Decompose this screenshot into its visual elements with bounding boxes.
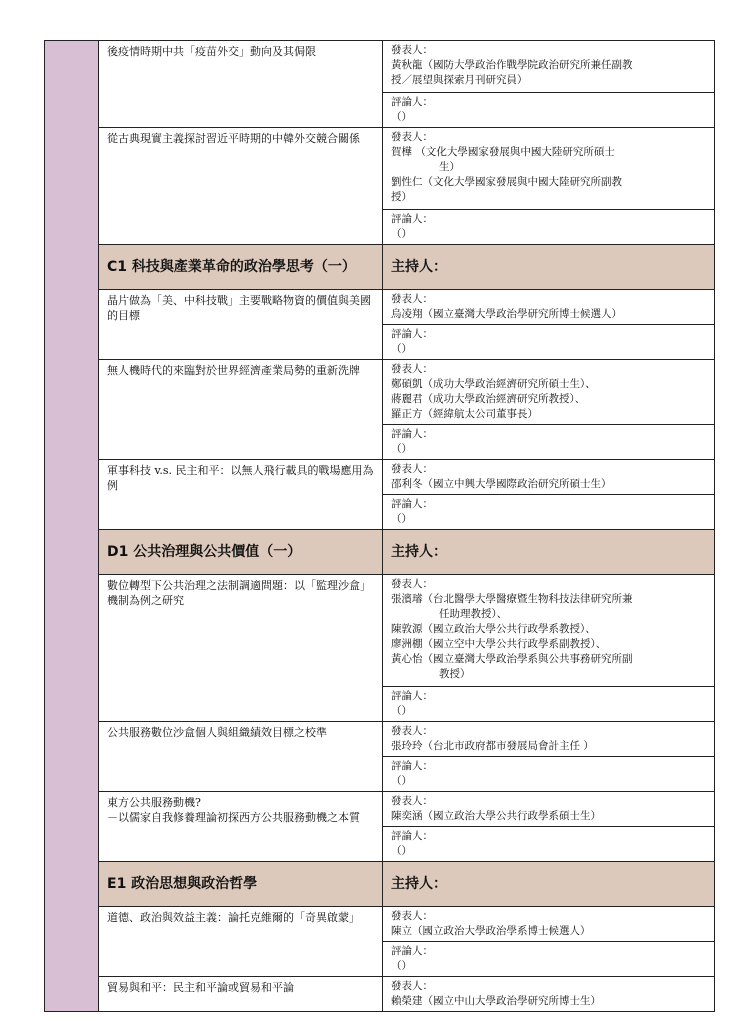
presenter-cell bbox=[383, 290, 715, 325]
presenter-line: 賴榮建（國立中山大學政治學研究所博士生） bbox=[391, 995, 601, 1007]
session-header-row bbox=[45, 245, 715, 290]
presenter-cell bbox=[383, 41, 715, 93]
reviewer-value: （） bbox=[391, 443, 412, 455]
session-side-column bbox=[45, 41, 99, 1012]
presenter-line: 鄭碩凱（成功大學政治經濟研究所碩士生）、 bbox=[391, 378, 596, 390]
paper-row bbox=[45, 722, 715, 757]
presenter-label: 發表人： bbox=[391, 131, 433, 143]
presenter-line: 張玲玲（台北市政府都市發展局會計主任 ） bbox=[391, 740, 594, 752]
session-host-label: 主持人： bbox=[383, 862, 715, 907]
reviewer-cell bbox=[383, 827, 715, 862]
presenter-label: 發表人： bbox=[391, 980, 433, 992]
paper-title: 數位轉型下公共治理之法制調適問題：以「監理沙盒」機制為例之研究 bbox=[99, 575, 383, 722]
agenda-table bbox=[44, 40, 715, 1012]
paper-row bbox=[45, 290, 715, 325]
presenter-label: 發表人： bbox=[391, 363, 433, 375]
session-host-label: 主持人： bbox=[383, 530, 715, 575]
presenter-cell bbox=[383, 907, 715, 942]
reviewer-value: （） bbox=[391, 343, 412, 355]
paper-row bbox=[45, 41, 715, 93]
reviewer-cell bbox=[383, 325, 715, 360]
reviewer-cell bbox=[383, 425, 715, 460]
presenter-label: 發表人： bbox=[391, 795, 433, 807]
reviewer-value: （） bbox=[391, 960, 412, 972]
reviewer-cell bbox=[383, 93, 715, 128]
paper-title: 道德、政治與效益主義：論托克維爾的「奇異啟蒙」 bbox=[99, 907, 383, 977]
paper-row bbox=[45, 575, 715, 687]
paper-row bbox=[45, 460, 715, 495]
reviewer-label: 評論人： bbox=[391, 428, 433, 440]
reviewer-value: （） bbox=[391, 775, 412, 787]
reviewer-value: （） bbox=[391, 705, 412, 717]
presenter-label: 發表人： bbox=[391, 578, 433, 590]
presenter-label: 發表人： bbox=[391, 463, 433, 475]
presenter-cell bbox=[383, 360, 715, 425]
reviewer-label: 評論人： bbox=[391, 830, 433, 842]
session-title: C1 科技與產業革命的政治學思考（一） bbox=[99, 245, 383, 290]
presenter-line: 蔣麗君（成功大學政治經濟研究所教授）、 bbox=[391, 393, 586, 405]
presenter-cell bbox=[383, 128, 715, 210]
presenter-label: 發表人： bbox=[391, 293, 433, 305]
reviewer-value: （） bbox=[391, 111, 412, 123]
presenter-line: 授） bbox=[391, 191, 412, 203]
reviewer-label: 評論人： bbox=[391, 96, 433, 108]
paper-title: 後疫情時期中共「疫苗外交」動向及其侷限 bbox=[99, 41, 383, 128]
reviewer-value: （） bbox=[391, 845, 412, 857]
presenter-line: 劉性仁（文化大學國家發展與中國大陸研究所副教 bbox=[391, 176, 622, 188]
reviewer-cell bbox=[383, 687, 715, 722]
presenter-line: 羅正方（經緯航太公司董事長） bbox=[391, 408, 538, 420]
reviewer-label: 評論人： bbox=[391, 760, 433, 772]
presenter-line: 生） bbox=[439, 161, 460, 173]
reviewer-label: 評論人： bbox=[391, 213, 433, 225]
paper-title: 從古典現實主義探討習近平時期的中韓外交競合關係 bbox=[99, 128, 383, 245]
reviewer-cell bbox=[383, 757, 715, 792]
presenter-cell bbox=[383, 460, 715, 495]
reviewer-value: （） bbox=[391, 228, 412, 240]
session-title: E1 政治思想與政治哲學 bbox=[99, 862, 383, 907]
presenter-line: 黃秋龍（國防大學政治作戰學院政治研究所兼任副教 bbox=[391, 59, 633, 71]
presenter-line: 陳立（國立政治大學政治學系博士候選人） bbox=[391, 925, 591, 937]
paper-title: 貿易與和平：民主和平論或貿易和平論 bbox=[99, 977, 383, 1012]
presenter-line: 任助理教授）、 bbox=[439, 608, 508, 620]
session-title: D1 公共治理與公共價值（一） bbox=[99, 530, 383, 575]
reviewer-cell bbox=[383, 210, 715, 245]
paper-subtitle: －以儒家自我修養理論初探西方公共服務動機之本質 bbox=[107, 811, 360, 824]
paper-row bbox=[45, 128, 715, 210]
paper-row bbox=[45, 977, 715, 1012]
presenter-line: 陳敦源（國立政治大學公共行政學系教授）、 bbox=[391, 623, 596, 635]
reviewer-label: 評論人： bbox=[391, 690, 433, 702]
paper-row bbox=[45, 360, 715, 425]
presenter-line: 黃心怡（國立臺灣大學政治學系與公共事務研究所副 bbox=[391, 653, 633, 665]
presenter-line: 烏凌翔（國立臺灣大學政治學研究所博士候選人） bbox=[391, 308, 622, 320]
session-header-row bbox=[45, 862, 715, 907]
reviewer-cell bbox=[383, 495, 715, 530]
presenter-line: 賀樺 （文化大學國家發展與中國大陸研究所碩士 bbox=[391, 146, 615, 158]
presenter-label: 發表人： bbox=[391, 725, 433, 737]
presenter-line: 邵利冬（國立中興大學國際政治研究所碩士生） bbox=[391, 478, 612, 490]
paper-row bbox=[45, 907, 715, 942]
session-header-row bbox=[45, 530, 715, 575]
presenter-line: 張濱璿（台北醫學大學醫療暨生物科技法律研究所兼 bbox=[391, 593, 633, 605]
paper-title: 公共服務數位沙盒個人與組織績效目標之校準 bbox=[99, 722, 383, 792]
reviewer-label: 評論人： bbox=[391, 328, 433, 340]
presenter-line: 廖洲棚（國立空中大學公共行政學系副教授）、 bbox=[391, 638, 607, 650]
presenter-cell bbox=[383, 792, 715, 827]
presenter-label: 發表人： bbox=[391, 44, 433, 56]
paper-title: 晶片做為「美、中科技戰」主要戰略物資的價值與美國的目標 bbox=[99, 290, 383, 360]
presenter-cell bbox=[383, 722, 715, 757]
reviewer-label: 評論人： bbox=[391, 945, 433, 957]
session-host-label: 主持人： bbox=[383, 245, 715, 290]
presenter-cell bbox=[383, 575, 715, 687]
paper-title: 東方公共服務動機? bbox=[107, 796, 201, 809]
paper-row bbox=[45, 792, 715, 827]
agenda-document bbox=[44, 40, 714, 1012]
presenter-line: 陳奕涵（國立政治大學公共行政學系碩士生） bbox=[391, 810, 601, 822]
paper-title: 軍事科技 v.s. 民主和平：以無人飛行載具的戰場應用為例 bbox=[99, 460, 383, 530]
reviewer-value: （） bbox=[391, 513, 412, 525]
paper-title-cell bbox=[99, 792, 383, 862]
reviewer-cell bbox=[383, 942, 715, 977]
presenter-label: 發表人： bbox=[391, 910, 433, 922]
presenter-cell bbox=[383, 977, 715, 1012]
presenter-line: 授／展望與探索月刊研究員） bbox=[391, 74, 528, 86]
presenter-line: 教授） bbox=[439, 668, 471, 680]
reviewer-label: 評論人： bbox=[391, 498, 433, 510]
paper-title: 無人機時代的來臨對於世界經濟產業局勢的重新洗牌 bbox=[99, 360, 383, 460]
